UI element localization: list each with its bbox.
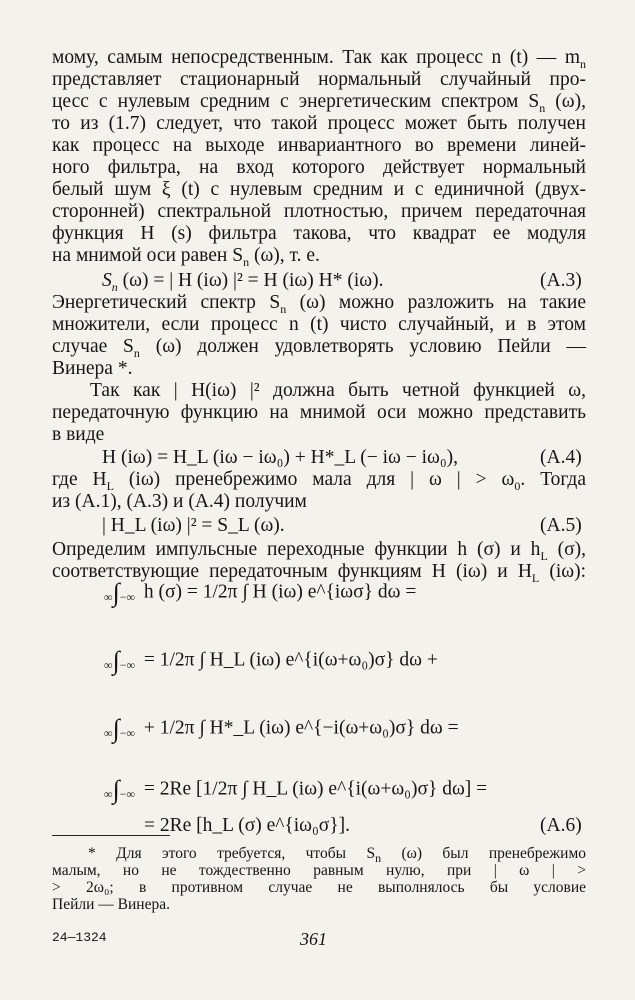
text-line: соответствующие передаточным функциям H (iω) и $H_L$ (iω): [52, 561, 587, 585]
equation-label: (А.4) [540, 447, 582, 468]
equation-label: (А.6) [540, 815, 582, 836]
equation-a6-line5: = 2Re [h_L (σ) e^{iω₀σ}]. [144, 815, 351, 836]
text-line: в виде [52, 424, 105, 445]
text-line: где $H_L$ (iω) пренебрежимо мала для | ω | > $\omega_0$. Тогда [52, 469, 586, 493]
text-line: на мнимой оси равен $S_n$ (ω), т. е. [52, 245, 320, 269]
integral-sign: ∞∫−∞ [104, 578, 136, 607]
text-line: Так как | H(iω) |² должна быть четной функцией ω, [90, 380, 586, 401]
equation-a3: $S_n$ (ω) = | H (iω) |² = H (iω) H* (iω). [102, 270, 384, 294]
text-line: передаточную функцию на мнимой оси можно представить [52, 402, 586, 423]
text-line: то из (1.7) следует, что такой процесс может быть получен [52, 113, 586, 134]
equation-a6-line2: ∞∫−∞ = 1/2π ∫ H_L (iω) e^{i(ω+ω₀)σ} dω + [104, 646, 438, 675]
equation-a6-line3: ∞∫−∞ + 1/2π ∫ H*_L (iω) e^{−i(ω+ω₀)σ} dω = [104, 714, 459, 743]
equation-label: (А.5) [540, 515, 582, 536]
equation-label: (А.3) [540, 270, 582, 291]
text-line: представляет стационарный нормальный случайный про- [52, 69, 586, 90]
text-line: Винера *. [52, 358, 133, 379]
integral-sign: ∞∫−∞ [104, 714, 136, 743]
footnote-rule [52, 835, 170, 836]
footnote-line: малым, но не тождественно равным нулю, при | ω | > [52, 862, 586, 879]
text-line: множители, если процесс n (t) чисто случайный, и в этом [52, 314, 586, 335]
page-number: 361 [300, 929, 327, 949]
equation-a6-line4: ∞∫−∞ = 2Re [1/2π ∫ H_L (iω) e^{i(ω+ω₀)σ} dω] = [104, 775, 488, 804]
text-line: Определим импульсные переходные функции h (σ) и $h_L$ (σ), [52, 539, 587, 563]
footnote-line: > 2ω₀; в противном случае не выполнялось бы условие [52, 879, 586, 896]
text-line: из (А.1), (А.3) и (А.4) получим [52, 491, 307, 512]
integral-sign: ∞∫−∞ [104, 646, 136, 675]
integral-sign: ∞∫−∞ [104, 775, 136, 804]
text-line: Энергетический спектр $S_n$ (ω) можно разложить на такие [52, 292, 586, 316]
text-line: функция H (s) фильтра такова, что квадрат ее модуля [52, 223, 586, 244]
printer-signature: 24—1324 [52, 930, 107, 945]
equation-a4: H (iω) = H_L (iω − iω₀) + H*_L (− iω − iω₀), [102, 447, 459, 468]
equation-a5: | H_L (iω) |² = S_L (ω). [102, 515, 285, 536]
text-line: ного фильтра, на вход которого действует нормальный [52, 157, 586, 178]
text-line: цесс с нулевым средним с энергетическим спектром $S_n$ (ω), [52, 91, 586, 115]
footnote-line: * Для этого требуется, чтобы $S_n$ (ω) был пренебрежимо [88, 845, 586, 866]
text-line: сторонней) спектральной плотностью, причем передаточная [52, 201, 586, 222]
text-line: случае $S_n$ (ω) должен удовлетворять условию Пейли — [52, 336, 586, 360]
text-line: белый шум ξ (t) с нулевым средним и с единичной (двух- [52, 179, 586, 200]
text-line: как процесс на выходе инвариантного во времени линей- [52, 135, 586, 156]
equation-a6-line1: ∞∫−∞ h (σ) = 1/2π ∫ H (iω) e^{iωσ} dω = [104, 578, 417, 607]
text-line: мому, самым непосредственным. Так как процесс n (t) — $m_n$ [52, 47, 586, 71]
footnote-line: Пейли — Винера. [52, 896, 170, 913]
